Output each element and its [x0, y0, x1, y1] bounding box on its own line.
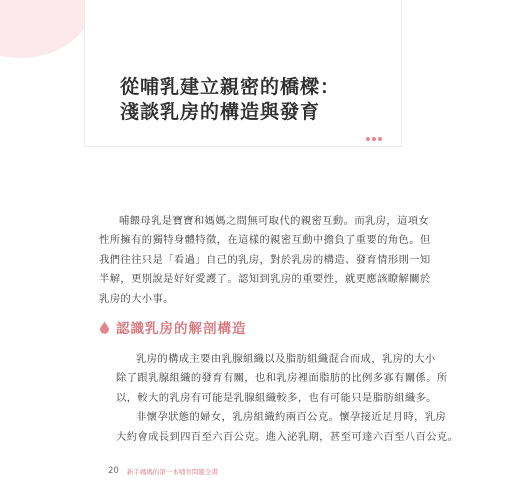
dot-1 [366, 137, 370, 141]
section-line: 除了跟乳腺組織的發育有關，也和乳房裡面脂肪的比例多寡有關係。所 [116, 372, 448, 385]
decorative-corner-circle [0, 0, 94, 58]
intro-paragraph [99, 212, 431, 309]
section-line: 大約會成長到四百至六百公克。進入泌乳期，甚至可達六百至八百公克。 [116, 430, 459, 443]
section-line: 乳房的構成主要由乳腺組織以及脂肪組織混合而成，乳房的大小 [136, 353, 436, 365]
intro-line: 半解，更別說是好好愛護了。認知到乳房的重要性，就更應該瞭解關於 [99, 273, 431, 286]
title-block [84, 0, 402, 147]
chapter-title-line-2: 淺談乳房的構造與發育 [120, 101, 321, 123]
intro-line: 乳房的大小事。 [99, 292, 174, 305]
intro-line: 我們往往只是「看過」自己的乳房，對於乳房的構造、發育情形則一知 [99, 253, 431, 266]
section-heading [100, 317, 247, 337]
intro-line: 哺餵母乳是寶寶和媽媽之間無可取代的親密互動。而乳房，這項女 [119, 215, 430, 227]
dot-3 [378, 137, 382, 141]
intro-line: 性所擁有的獨特身體特徵，在這樣的親密互動中擔負了重要的角色。但 [99, 234, 431, 247]
page-footer [108, 466, 218, 476]
chapter-title-line-1: 從哺乳建立親密的橋樑： [120, 76, 341, 98]
section-title: 認識乳房的解剖構造 [116, 321, 247, 337]
water-drop-icon [100, 321, 109, 334]
page-number: 20 [108, 466, 119, 476]
section-line: 非懷孕狀態的婦女，乳房組織約兩百公克。懷孕接近足月時，乳房 [136, 411, 447, 424]
section-paragraph [116, 350, 458, 447]
dot-2 [372, 137, 376, 141]
section-line: 以，較大的乳房有可能是乳腺組織較多，也有可能只是脂肪組織多。 [116, 391, 437, 404]
running-head: 新手媽媽的第一本哺育問題全書 [126, 467, 218, 476]
title-dots [366, 137, 382, 141]
